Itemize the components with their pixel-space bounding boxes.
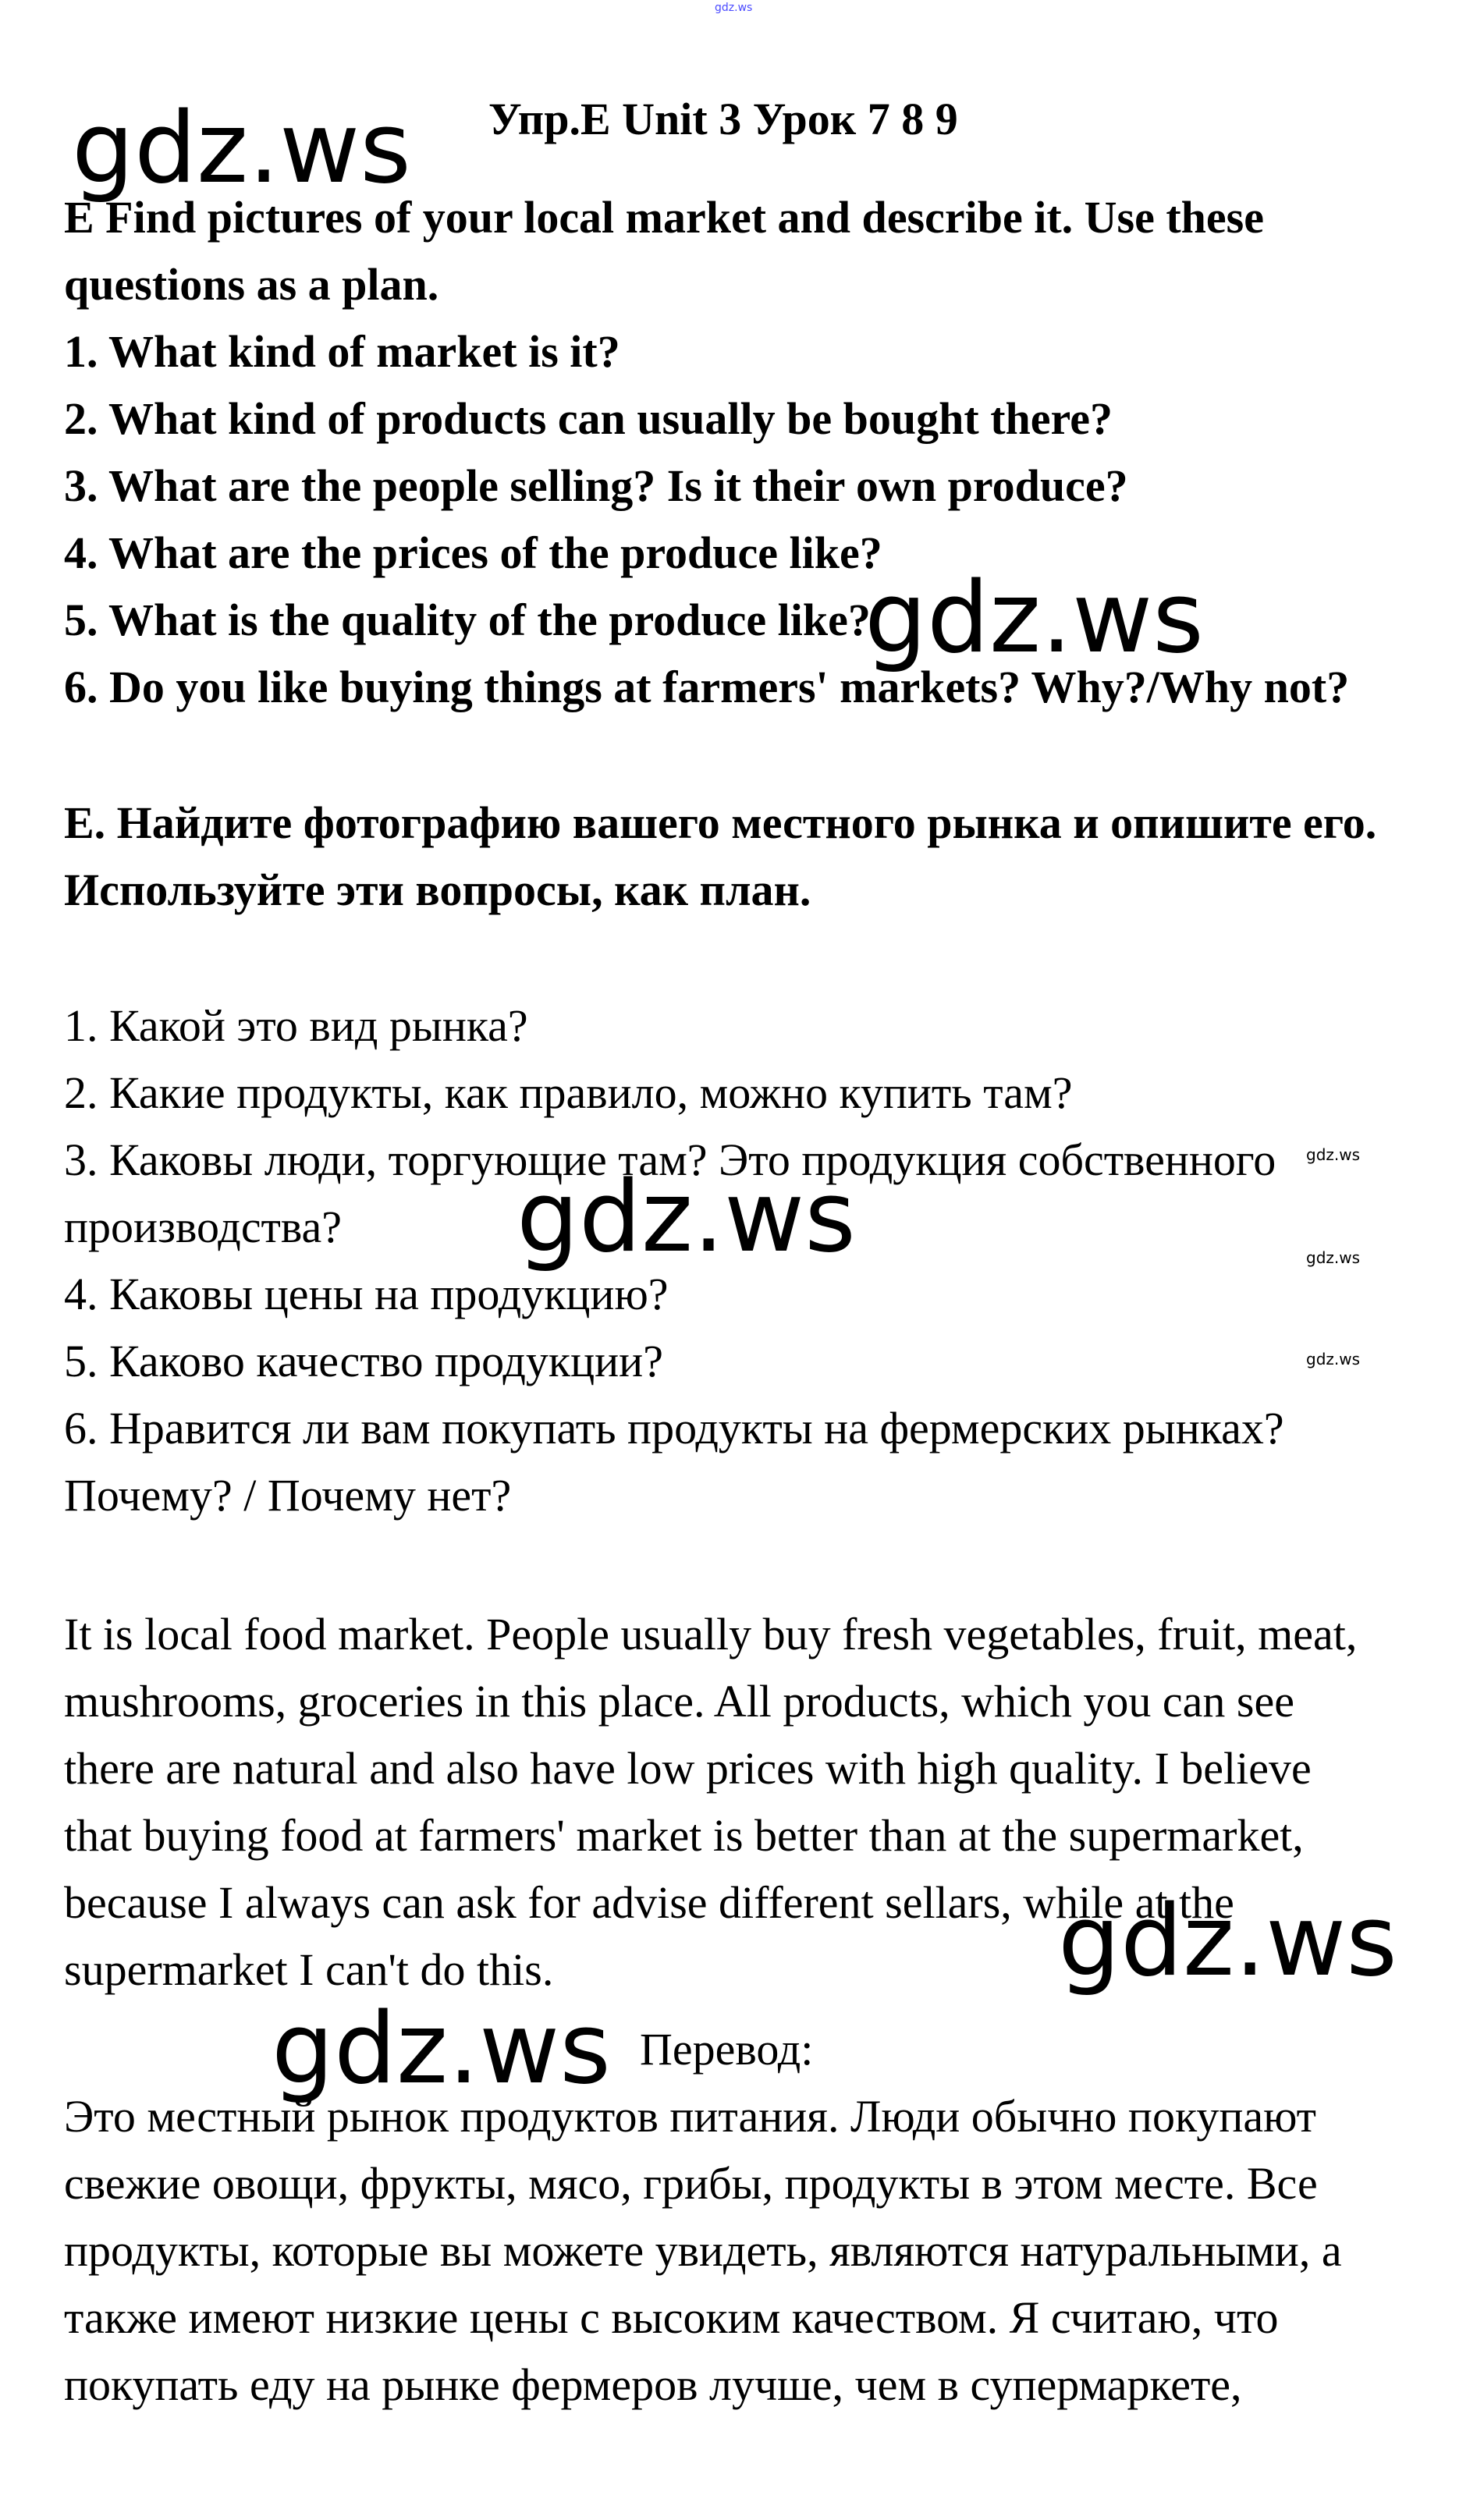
task-en-question-4: 4. What are the prices of the produce like? <box>64 527 882 578</box>
answer-en-line-4: that buying food at farmers' market is better than at the supermarket, <box>64 1810 1304 1861</box>
watermark-big-4: gdz.ws <box>1058 1883 1397 1998</box>
task-en-line-1: E Find pictures of your local market and describe it. Use these <box>64 192 1264 243</box>
watermark-big-5: gdz.ws <box>272 1991 611 2106</box>
question-ru-2: 2. Какие продукты, как правило, можно купить там? <box>64 1067 1073 1118</box>
question-ru-1: 1. Какой это вид рынка? <box>64 1000 528 1051</box>
page-title: Упр.E Unit 3 Урок 7 8 9 <box>488 94 958 144</box>
question-ru-4: 4. Каковы цены на продукцию? <box>64 1269 669 1319</box>
task-en-question-1: 1. What kind of market is it? <box>64 326 620 377</box>
watermark-big-1: gdz.ws <box>72 91 411 205</box>
answer-en-line-3: there are natural and also have low prices with high quality. I believe <box>64 1743 1312 1794</box>
watermark-big-2: gdz.ws <box>864 560 1204 675</box>
question-ru-6: 6. Нравится ли вам покупать продукты на фермерских рынках? <box>64 1403 1284 1454</box>
question-ru-3-cont: производства? <box>64 1202 343 1252</box>
watermark-small-1: gdz.ws <box>1306 1145 1361 1164</box>
watermark-top: gdz.ws <box>715 2 753 14</box>
task-en-question-2: 2. What kind of products can usually be bought there? <box>64 393 1113 444</box>
answer-en-line-5: because I always can ask for advise different sellars, while at the <box>64 1877 1234 1928</box>
watermark-small-3: gdz.ws <box>1306 1350 1361 1368</box>
answer-ru-line-1: Это местный рынок продуктов питания. Люди обычно покупают <box>64 2091 1317 2142</box>
watermark-small-2: gdz.ws <box>1306 1248 1361 1267</box>
question-ru-6-cont: Почему? / Почему нет? <box>64 1470 512 1521</box>
translation-label: Перевод: <box>640 2024 814 2075</box>
watermark-big-3: gdz.ws <box>517 1159 856 1274</box>
question-ru-3: 3. Каковы люди, торгующие там? Это продукция собственного <box>64 1134 1276 1185</box>
task-ru-line-2: Используйте эти вопросы, как план. <box>64 864 811 915</box>
answer-ru-line-3: продукты, которые вы можете увидеть, являются натуральными, а <box>64 2225 1342 2276</box>
task-en-question-5: 5. What is the quality of the produce like? <box>64 595 871 645</box>
answer-en-line-6: supermarket I can't do this. <box>64 1944 554 1995</box>
task-en-question-6: 6. Do you like buying things at farmers' markets? Why?/Why not? <box>64 662 1350 712</box>
answer-ru-line-5: покупать еду на рынке фермеров лучше, чем в супермаркете, <box>64 2359 1242 2410</box>
task-en-line-2: questions as a plan. <box>64 259 439 310</box>
answer-ru-line-2: свежие овощи, фрукты, мясо, грибы, продукты в этом месте. Все <box>64 2158 1318 2209</box>
answer-en-line-1: It is local food market. People usually buy fresh vegetables, fruit, meat, <box>64 1609 1358 1659</box>
answer-en-line-2: mushrooms, groceries in this place. All products, which you can see <box>64 1676 1294 1727</box>
answer-ru-line-4: также имеют низкие цены с высоким качеством. Я считаю, что <box>64 2292 1279 2343</box>
task-en-question-3: 3. What are the people selling? Is it their own produce? <box>64 460 1128 511</box>
question-ru-5: 5. Каково качество продукции? <box>64 1336 663 1386</box>
task-ru-line-1: E. Найдите фотографию вашего местного рынка и опишите его. <box>64 797 1377 848</box>
